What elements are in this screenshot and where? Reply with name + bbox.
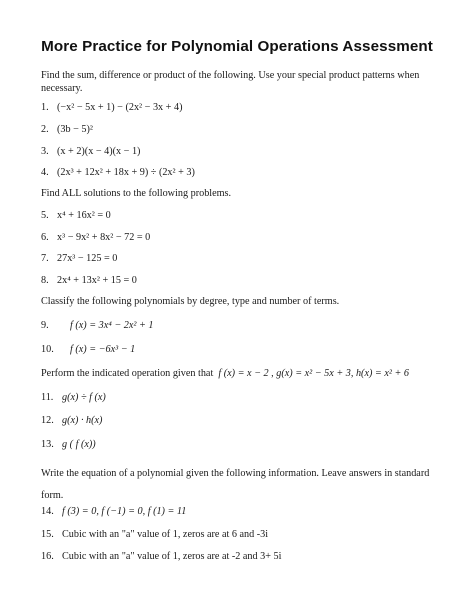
page-title: More Practice for Polynomial Operations Assessment — [41, 38, 433, 55]
problem-number: 5. — [41, 210, 49, 221]
instructions-write-equation: Write the equation of a polynomial given the following information. Leave answers in standard form. — [41, 468, 430, 501]
problem-11 — [41, 392, 106, 403]
problem-number: 10. — [41, 344, 54, 355]
problem-14 — [41, 506, 186, 517]
problem-9 — [41, 320, 154, 331]
function-definitions: f (x) = x − 2 , g(x) = x² − 5x + 3, h(x) = x² + 6 — [218, 368, 409, 379]
problem-number: 8. — [41, 275, 49, 286]
instructions-indicated-operation — [41, 368, 409, 379]
problem-expression: f (x) = −6x³ − 1 — [70, 344, 136, 355]
problem-number: 4. — [41, 167, 49, 178]
instructions-classify-polynomials: Classify the following polynomials by degree, type and number of terms. — [41, 296, 340, 307]
problem-expression: g ( f (x)) — [62, 439, 96, 450]
problem-expression: f (3) = 0, f (−1) = 0, f (1) = 11 — [62, 506, 187, 517]
instructions-text: Perform the indicated operation given that — [41, 368, 214, 379]
problem-expression: x³ − 9x² + 8x² − 72 = 0 — [57, 232, 151, 243]
problem-number: 15. — [41, 529, 54, 540]
problem-16 — [41, 551, 281, 562]
problem-expression: f (x) = 3x⁴ − 2x² + 1 — [70, 320, 154, 331]
instructions-sum-difference-product: Find the sum, difference or product of the following. Use your special product patterns when necessary. — [41, 70, 420, 94]
problem-number: 16. — [41, 551, 54, 562]
problem-6 — [41, 232, 150, 243]
problem-3 — [41, 146, 140, 157]
problem-expression: (3b − 5)² — [57, 124, 93, 135]
problem-expression: (−x² − 5x + 1) − (2x² − 3x + 4) — [57, 102, 183, 113]
problem-number: 9. — [41, 320, 49, 331]
problem-number: 7. — [41, 253, 49, 264]
problem-1 — [41, 102, 182, 113]
problem-expression: 2x⁴ + 13x² + 15 = 0 — [57, 275, 137, 286]
problem-expression: (x + 2)(x − 4)(x − 1) — [57, 146, 141, 157]
problem-number: 13. — [41, 439, 54, 450]
problem-4 — [41, 167, 195, 178]
problem-number: 11. — [41, 392, 54, 403]
problem-number: 1. — [41, 102, 49, 113]
problem-number: 3. — [41, 146, 49, 157]
problem-number: 2. — [41, 124, 49, 135]
problem-expression: 27x³ − 125 = 0 — [57, 253, 118, 264]
problem-7 — [41, 253, 117, 264]
problem-13 — [41, 439, 96, 450]
problem-10 — [41, 344, 135, 355]
problem-expression: x⁴ + 16x² = 0 — [57, 210, 111, 221]
problem-expression: g(x) ÷ f (x) — [62, 392, 106, 403]
problem-8 — [41, 275, 137, 286]
problem-2 — [41, 124, 93, 135]
problem-number: 12. — [41, 415, 54, 426]
problem-text: Cubic with an "a" value of 1, zeros are at 6 and -3i — [62, 529, 269, 540]
problem-15 — [41, 529, 268, 540]
problem-number: 14. — [41, 506, 54, 517]
problem-12 — [41, 415, 102, 426]
problem-expression: g(x) · h(x) — [62, 415, 103, 426]
problem-5 — [41, 210, 111, 221]
problem-number: 6. — [41, 232, 49, 243]
instructions-find-solutions: Find ALL solutions to the following problems. — [41, 188, 232, 199]
problem-text: Cubic with an "a" value of 1, zeros are at -2 and 3+ 5i — [62, 551, 282, 562]
problem-expression: (2x³ + 12x² + 18x + 9) ÷ (2x² + 3) — [57, 167, 195, 178]
